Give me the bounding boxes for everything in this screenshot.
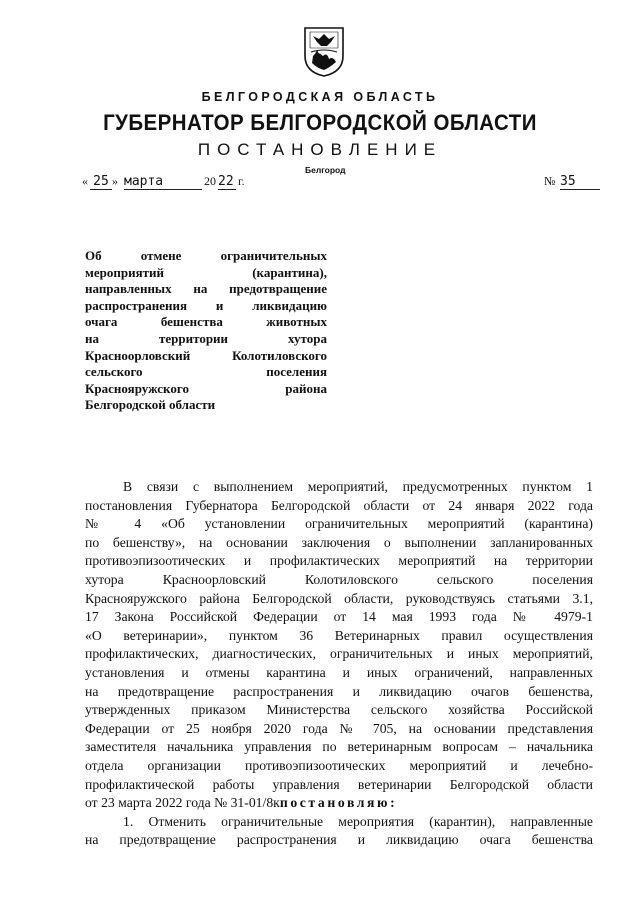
date-close-quote: »: [112, 174, 118, 188]
title-line: распространения и ликвидацию: [85, 297, 327, 313]
body-line: на предотвращение распространения и ликвидацию очагов бешенства,: [85, 683, 593, 699]
body-line: утвержденных приказом Министерства сельского хозяйства Российской: [85, 702, 593, 718]
title-line: Краснояружского района: [85, 380, 327, 396]
region-heading: БЕЛГОРОДСКАЯ ОБЛАСТЬ: [201, 90, 439, 104]
body-line: № 4 «Об установлении ограничительных мероприятий (карантина): [85, 516, 593, 532]
body-line: Федерации от 25 ноября 2020 года № 705, на основании представления: [85, 720, 593, 736]
city-label: Белгород: [305, 165, 346, 175]
title-line: направленных на предотвращение: [85, 281, 327, 297]
closing-line: [85, 794, 593, 813]
body-line: 17 Закона Российской Федерации от 14 мая 1993 года № 4979-1: [85, 609, 593, 625]
body-line: хутора Красноорловский Колотиловского сельского поселения: [85, 571, 593, 587]
body-line: Краснояружского района Белгородской области, руководствуясь статьями 3.1,: [85, 590, 593, 606]
title-line: мероприятий (карантина),: [85, 264, 327, 280]
item-line: на предотвращение распространения и ликвидацию очага бешенства: [85, 832, 593, 848]
title-line: Красноорловский Колотиловского: [85, 347, 327, 363]
body-line: отдела организации противоэпизоотических мероприятий и лечебно-: [85, 757, 593, 773]
body-line: постановления Губернатора Белгородской области от 24 января 2022 года: [85, 497, 593, 513]
closing-line-prefix: от 23 марта 2022 года № 31-01/8к: [85, 795, 280, 811]
date-number-line: [82, 174, 640, 194]
date-year-suffix: 22: [218, 174, 236, 190]
document-type-heading: ПОСТАНОВЛЕНИЕ: [197, 140, 443, 159]
date-day: 25: [90, 174, 112, 190]
governor-heading: ГУБЕРНАТОР БЕЛГОРОДСКОЙ ОБЛАСТИ: [103, 110, 537, 135]
body-line: В связи с выполнением мероприятий, предусмотренных пунктом 1: [123, 479, 593, 494]
date-year-prefix: 20: [204, 174, 216, 188]
date-year-mark: г.: [238, 174, 245, 188]
body-line: профилактических, диагностических, ограничительных и иных мероприятий,: [85, 646, 593, 662]
document-title: [85, 248, 327, 414]
title-line: очага бешенства животных: [85, 314, 327, 330]
decree-keyword: постановляю:: [279, 795, 398, 811]
item-line: 1. Отменить ограничительные мероприятия (карантин), направленные: [123, 813, 593, 829]
document-body: [85, 478, 593, 850]
body-line: противоэпизоотических и профилактических мероприятий на территории: [85, 553, 593, 569]
date-open-quote: «: [82, 174, 88, 188]
body-line: «О ветеринарии», пунктом 36 Ветеринарных правил осуществления: [85, 627, 593, 643]
number-label: №: [544, 174, 556, 188]
title-line: Об отмене ограничительных: [85, 248, 327, 263]
title-line: на территории хутора: [85, 330, 327, 346]
title-line: сельского поселения: [85, 364, 327, 380]
date-month: марта: [124, 174, 202, 190]
coat-of-arms-icon: [303, 26, 345, 78]
body-line: установления и отмены карантина и иных ограничений, направленных: [85, 664, 593, 680]
title-line: Белгородской области: [85, 397, 216, 413]
body-line: заместителя начальника управления по ветеринарным вопросам – начальника: [85, 739, 593, 755]
document-number: 35: [560, 174, 600, 190]
body-line: по бешенству», на основании заключения о выполнении запланированных: [85, 534, 593, 550]
body-line: профилактической работы управления ветеринарии Белгородской области: [85, 776, 593, 792]
